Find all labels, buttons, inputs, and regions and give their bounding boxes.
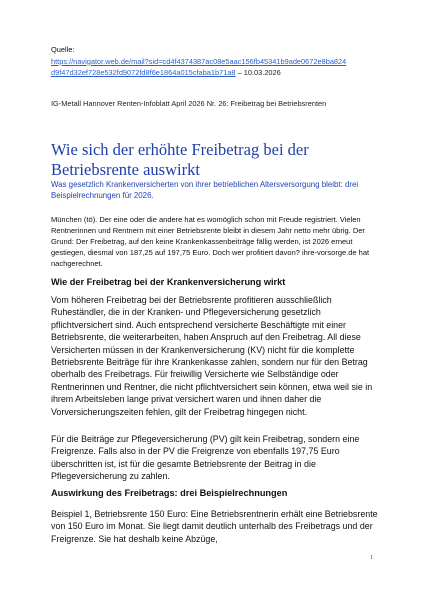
source-link-line2 — [51, 67, 381, 79]
source-date: – 10.03.2026 — [237, 68, 281, 77]
intro-paragraph: München (tö). Der eine oder die andere hat es womöglich schon mit Freude registriert. Vielen Rentnerinnen und Rentnern mit einer Betriebsrente bleibt in diesem Jahr netto mehr übrig. Der Grund: Der Freibetrag, auf den keine Krankenkassenbeiträge fällig werden, ist 2026 erneut gestiegen, diesmal von 187,25 auf 197,75 Euro. Doch wer profitiert davon? ihre-vorsorge.de hat nachgerechnet. — [51, 215, 370, 268]
source-link[interactable]: https://navigator.web.de/mail?sid=cd4f4374387ac08e5aac156fb45341b9ade0672e8ba824 — [51, 56, 347, 66]
article-subtitle: Was gesetzlich Krankenversicherten von ihrer betrieblichen Altersversorgung bleibt: drei Beispielrechnungen für 2026. — [51, 180, 359, 200]
source-link-continuation[interactable]: d9f47d32ef728e532fd9072fd8f6e1864a015cfaba1b71a8 — [51, 68, 236, 77]
source-block — [51, 44, 381, 79]
body-paragraph-pflegeversicherung: Für die Beiträge zur Pflegeversicherung (PV) gilt kein Freibetrag, sondern eine Freigrenze. Falls also in der PV die Freigrenze von ebenfalls 197,75 Euro überschritten ist, ist für die gesamte Betriebsrente der Beitrag in die Pflegeversicherung zu zahlen. — [51, 434, 360, 482]
page-number: 1 — [370, 555, 373, 561]
source-label: Quelle: — [51, 45, 75, 54]
article-title: Wie sich der erhöhte Freibetrag bei der Betriebsrente auswirkt — [51, 140, 309, 179]
body-paragraph-beispiel-1: Beispiel 1, Betriebsrente 150 Euro: Eine Betriebsrentnerin erhält eine Betriebsrente von 150 Euro im Monat. Sie liegt damit deutlich unterhalb des Freibetrags und der Freigrenze. Sie hat deshalb keine Abzüge, — [51, 509, 378, 544]
section-heading-beispiele: Auswirkung des Freibetrags: drei Beispielrechnungen — [51, 488, 288, 498]
info-line: IG-Metall Hannover Renten-Infoblatt April 2026 Nr. 26: Freibetrag bei Betriebsrenten — [51, 99, 327, 108]
section-heading-freibetrag: Wie der Freibetrag bei der Krankenversicherung wirkt — [51, 277, 286, 287]
body-paragraph: Vom höheren Freibetrag bei der Betriebsrente profitieren ausschließlich Ruheständler, die in der Kranken- und Pflegeversicherung gesetzlich pflichtversichert sind. Auch entsprechend versicherte Beschäftigte mit einer Betriebsrente, die weiterarbeiten, haben Anspruch auf den Freibetrag. All diese Versicherten müssen in der Krankenversicherung (KV) nicht für die komplette Betriebsrente Beiträge für ihre Krankenkasse zahlen, sondern nur für den Betrag oberhalb des Freibetrags. Für freiwillig Versicherte wie Selbständige oder Rentnerinnen und Rentner, die nicht pflichtversichert sein können, etwa weil sie in ihrem Arbeitsleben lange privat versichert waren und ihnen daher die Vorversicherungszeiten fehlen, gilt der Freibetrag hingegen nicht. — [51, 295, 373, 417]
